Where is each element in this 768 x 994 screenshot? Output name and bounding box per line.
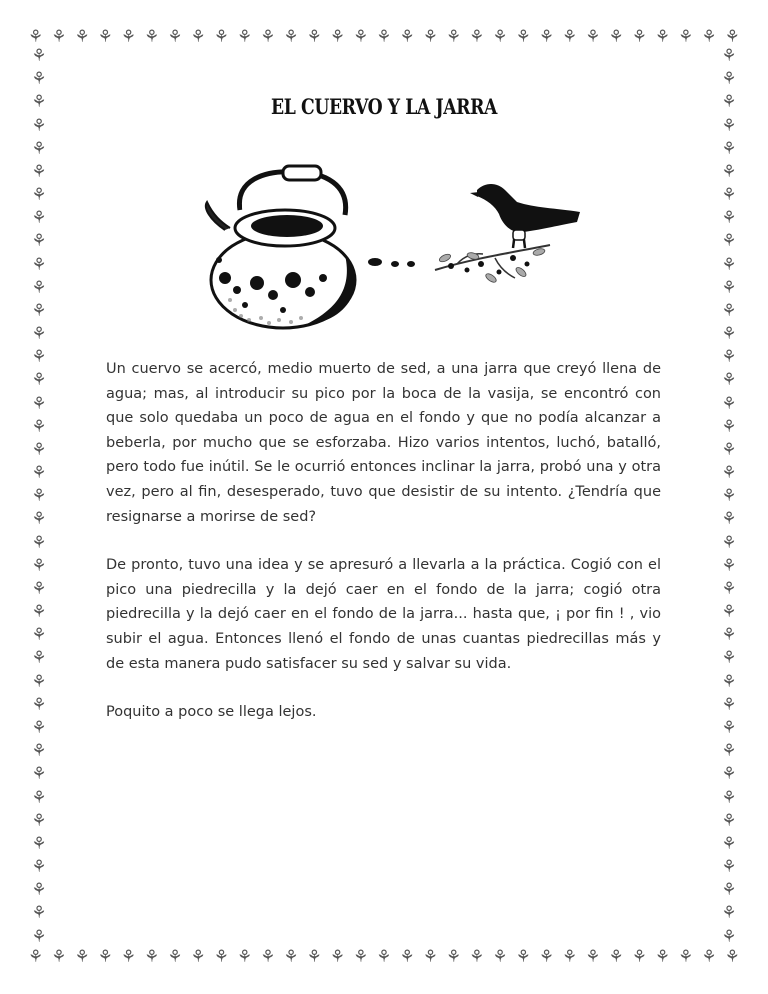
flower-icon: ⚘ [31, 416, 47, 437]
flower-icon: ⚘ [306, 26, 322, 47]
flower-icon: ⚘ [721, 926, 737, 947]
flower-icon: ⚘ [190, 946, 206, 967]
flower-icon: ⚘ [31, 277, 47, 298]
story-text [106, 357, 661, 749]
flower-icon: ⚘ [31, 810, 47, 831]
flower-icon: ⚘ [721, 231, 737, 252]
flower-icon: ⚘ [31, 602, 47, 623]
flower-icon: ⚘ [167, 26, 183, 47]
flower-icon: ⚘ [721, 254, 737, 275]
flower-icon: ⚘ [283, 26, 299, 47]
flower-icon: ⚘ [422, 946, 438, 967]
flower-icon: ⚘ [31, 717, 47, 738]
flower-icon: ⚘ [724, 26, 740, 47]
flower-icon: ⚘ [74, 26, 90, 47]
story-illustration [195, 160, 595, 335]
flower-icon: ⚘ [31, 138, 47, 159]
flower-icon: ⚘ [213, 26, 229, 47]
flower-icon: ⚘ [721, 46, 737, 66]
flower-icon: ⚘ [721, 439, 737, 460]
flower-icon: ⚘ [144, 946, 160, 967]
flower-icon: ⚘ [31, 555, 47, 576]
flower-icon: ⚘ [721, 185, 737, 206]
flower-icon: ⚘ [721, 532, 737, 553]
flower-icon: ⚘ [236, 26, 253, 47]
flower-icon: ⚘ [721, 578, 737, 599]
story-paragraph-1: Un cuervo se acercó, medio muerto de sed, a una jarra que creyó llena de agua; mas, al introducir su pico por la boca de la vasija, se encontró con que solo quedaba un poco de agua en el fondo y que no podía alcanzar a beberla, por mucho que se esforzaba. Hizo varios intentos, luchó, batalló, pero todo fue inútil. Se le ocurrió entonces inclinar la jarra, probó una y otra vez, pero al fin, desesperado, tuvo que desistir de su intento. ¿Tendría que resignarse a morirse de sed? [106, 361, 661, 525]
flower-icon: ⚘ [721, 602, 737, 623]
flower-icon: ⚘ [515, 946, 531, 967]
flower-icon: ⚘ [721, 347, 737, 368]
flower-icon: ⚘ [445, 946, 462, 967]
kettle-icon [206, 166, 356, 328]
flower-icon: ⚘ [167, 946, 183, 967]
flower-icon: ⚘ [701, 26, 717, 47]
flower-icon: ⚘ [608, 26, 624, 47]
flower-icon: ⚘ [469, 26, 485, 47]
flower-icon: ⚘ [31, 532, 47, 553]
flower-icon: ⚘ [562, 26, 578, 47]
flower-icon: ⚘ [97, 946, 113, 967]
flower-icon: ⚘ [721, 486, 737, 507]
flower-icon: ⚘ [538, 26, 555, 47]
flower-icon: ⚘ [721, 764, 737, 785]
flower-icon: ⚘ [329, 946, 346, 967]
flower-icon: ⚘ [562, 946, 578, 967]
flower-icon: ⚘ [31, 300, 47, 321]
flower-icon: ⚘ [31, 46, 47, 66]
flower-icon: ⚘ [31, 231, 47, 252]
border-left [28, 48, 50, 946]
flower-icon: ⚘ [724, 946, 740, 967]
flower-icon: ⚘ [31, 393, 47, 414]
flower-icon: ⚘ [31, 694, 47, 715]
flower-icon: ⚘ [445, 26, 462, 47]
flower-icon: ⚘ [608, 946, 624, 967]
flower-icon: ⚘ [28, 26, 44, 47]
flower-icon: ⚘ [31, 880, 47, 901]
flower-icon: ⚘ [721, 208, 737, 229]
flower-icon: ⚘ [144, 26, 160, 47]
flower-icon: ⚘ [721, 717, 737, 738]
flower-icon: ⚘ [721, 857, 737, 878]
flower-icon: ⚘ [631, 946, 647, 967]
flower-icon: ⚘ [31, 185, 47, 206]
flower-icon: ⚘ [721, 787, 737, 808]
flower-icon: ⚘ [213, 946, 229, 967]
flower-icon: ⚘ [721, 810, 737, 831]
flower-icon: ⚘ [31, 741, 47, 762]
flower-icon: ⚘ [585, 946, 601, 967]
flower-icon: ⚘ [721, 509, 737, 530]
flower-icon: ⚘ [678, 946, 694, 967]
border-top [28, 26, 740, 48]
flower-icon: ⚘ [31, 787, 47, 808]
flower-icon: ⚘ [31, 161, 47, 182]
flower-icon: ⚘ [31, 486, 47, 507]
story-moral: Poquito a poco se llega lejos. [106, 704, 317, 721]
flower-icon: ⚘ [654, 26, 671, 47]
flower-icon: ⚘ [31, 857, 47, 878]
flower-icon: ⚘ [236, 946, 253, 967]
flower-icon: ⚘ [721, 277, 737, 298]
flower-icon: ⚘ [721, 648, 737, 669]
flower-icon: ⚘ [31, 648, 47, 669]
crow-icon [470, 184, 580, 248]
flower-icon: ⚘ [51, 26, 67, 47]
flower-icon: ⚘ [31, 578, 47, 599]
flower-icon: ⚘ [31, 370, 47, 391]
flower-icon: ⚘ [31, 92, 47, 113]
flower-icon: ⚘ [399, 26, 415, 47]
flower-icon: ⚘ [376, 946, 392, 967]
flower-icon: ⚘ [469, 946, 485, 967]
flower-icon: ⚘ [260, 26, 276, 47]
flower-icon: ⚘ [31, 439, 47, 460]
flower-icon: ⚘ [721, 880, 737, 901]
page-title: EL CUERVO Y LA JARRA [271, 94, 497, 119]
flower-icon: ⚘ [31, 903, 47, 924]
flower-icon: ⚘ [721, 416, 737, 437]
story-paragraph-2: De pronto, tuvo una idea y se apresuró a llevarla a la práctica. Cogió con el pico una piedrecilla y la dejó caer en el fondo de la jarra; cogió otra piedrecilla y la dejó caer en el fondo de la jarra... hasta que, ¡ por fin ! , vio subir el agua. Entonces llenó el fondo de unas cuantas piedrecillas más y de esta manera pudo satisfacer su sed y salvar su vida. [106, 557, 661, 672]
flower-icon: ⚘ [721, 138, 737, 159]
flower-icon: ⚘ [97, 26, 113, 47]
border-right [718, 48, 740, 946]
flower-icon: ⚘ [422, 26, 438, 47]
flower-icon: ⚘ [678, 26, 694, 47]
flower-icon: ⚘ [721, 833, 737, 854]
flower-icon: ⚘ [721, 115, 737, 136]
flower-icon: ⚘ [721, 741, 737, 762]
flower-icon: ⚘ [721, 903, 737, 924]
flower-icon: ⚘ [353, 946, 369, 967]
flower-icon: ⚘ [721, 69, 737, 90]
flower-icon: ⚘ [399, 946, 415, 967]
flower-icon: ⚘ [492, 946, 508, 967]
flower-icon: ⚘ [306, 946, 322, 967]
flower-icon: ⚘ [631, 26, 647, 47]
flower-icon: ⚘ [585, 26, 601, 47]
border-bottom [28, 946, 740, 968]
flower-icon: ⚘ [515, 26, 531, 47]
flower-icon: ⚘ [31, 463, 47, 484]
flower-icon: ⚘ [721, 671, 737, 692]
flower-icon: ⚘ [721, 370, 737, 391]
flower-icon: ⚘ [721, 92, 737, 113]
flower-icon: ⚘ [654, 946, 671, 967]
flower-icon: ⚘ [721, 161, 737, 182]
flower-icon: ⚘ [51, 946, 67, 967]
flower-icon: ⚘ [721, 300, 737, 321]
branch-icon [435, 245, 550, 284]
flower-icon: ⚘ [31, 833, 47, 854]
flower-icon: ⚘ [31, 671, 47, 692]
flower-icon: ⚘ [492, 26, 508, 47]
flower-icon: ⚘ [31, 625, 47, 646]
flower-icon: ⚘ [721, 463, 737, 484]
flower-icon: ⚘ [721, 625, 737, 646]
flower-icon: ⚘ [31, 208, 47, 229]
pebble-icon [368, 258, 415, 267]
flower-icon: ⚘ [376, 26, 392, 47]
flower-icon: ⚘ [329, 26, 346, 47]
flower-icon: ⚘ [31, 926, 47, 947]
flower-icon: ⚘ [721, 393, 737, 414]
flower-icon: ⚘ [190, 26, 206, 47]
flower-icon: ⚘ [538, 946, 555, 967]
flower-icon: ⚘ [353, 26, 369, 47]
flower-icon: ⚘ [28, 946, 44, 967]
flower-icon: ⚘ [701, 946, 717, 967]
flower-icon: ⚘ [120, 946, 137, 967]
flower-icon: ⚘ [721, 694, 737, 715]
flower-icon: ⚘ [31, 115, 47, 136]
flower-icon: ⚘ [74, 946, 90, 967]
flower-icon: ⚘ [31, 347, 47, 368]
flower-icon: ⚘ [31, 764, 47, 785]
flower-icon: ⚘ [31, 69, 47, 90]
flower-icon: ⚘ [721, 324, 737, 345]
flower-icon: ⚘ [283, 946, 299, 967]
flower-icon: ⚘ [120, 26, 137, 47]
flower-icon: ⚘ [31, 254, 47, 275]
flower-icon: ⚘ [721, 555, 737, 576]
flower-icon: ⚘ [260, 946, 276, 967]
flower-icon: ⚘ [31, 324, 47, 345]
flower-icon: ⚘ [31, 509, 47, 530]
